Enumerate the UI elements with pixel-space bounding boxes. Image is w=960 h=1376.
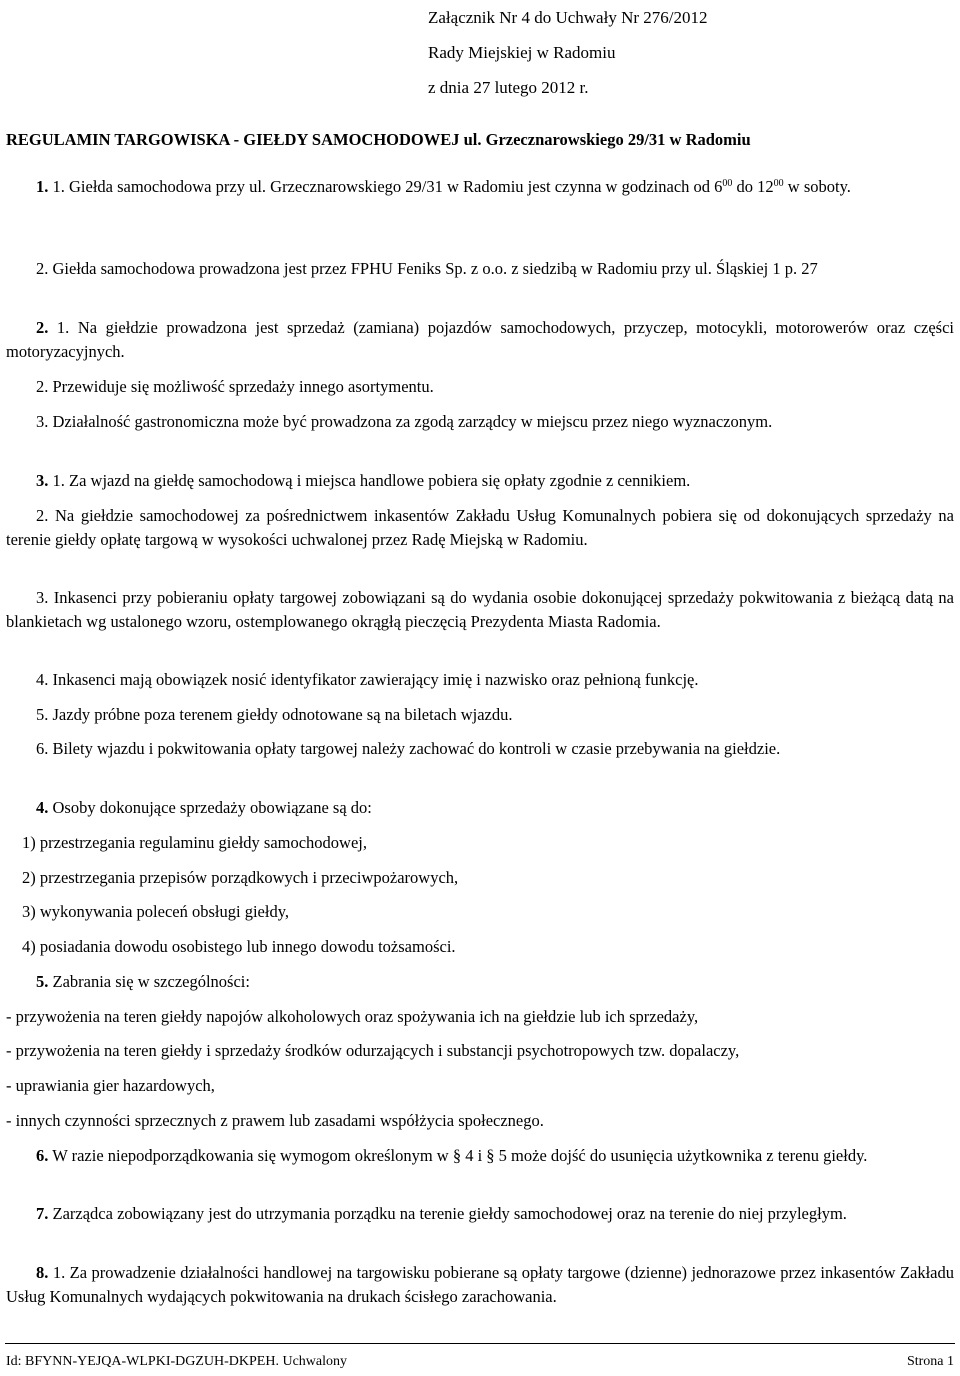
section-4-item: 2) przestrzegania przepisów porządkowych i przeciwpożarowych, (22, 868, 459, 887)
section-2-number: 2. (36, 318, 49, 337)
header-line-3: z dnia 27 lutego 2012 r. (428, 78, 589, 97)
section-3-number: 3. (36, 471, 49, 490)
section-5-number: 5. (36, 972, 49, 991)
section-5-item: - innych czynności sprzecznych z prawem lub zasadami współżycia społecznego. (6, 1111, 544, 1130)
section-2-paragraph-3: 3. Działalność gastronomiczna może być prowadzona za zgodą zarządcy w miejscu przez niego wyznaczonym. (36, 412, 773, 431)
section-8-number: 8. (36, 1263, 49, 1282)
section-8-paragraph: 8. 1. Za prowadzenie działalności handlowej na targowisku pobierane są opłaty targowe (dzienne) jednorazowe przez inkasentów Zakładu Usług Komunalnych wydających pokwitowania na drukach ścisłego zarachowania. (6, 1263, 955, 1306)
section-5-item: - przywożenia na teren giełdy i sprzedaży środków odurzających i substancji psychotropowych tzw. dopalaczy, (6, 1041, 740, 1060)
section-1-number: 1. (36, 177, 49, 196)
section-6-number: 6. (36, 1146, 49, 1165)
section-7-paragraph: 7. Zarządca zobowiązany jest do utrzymania porządku na terenie giełdy samochodowej oraz na terenie do niej przyległym. (36, 1204, 847, 1223)
section-5-item: - przywożenia na teren giełdy napojów alkoholowych oraz spożywania ich na giełdzie lub ich sprzedaży, (6, 1007, 699, 1026)
footer-document-id: Id: BFYNN-YEJQA-WLPKI-DGZUH-DKPEH. Uchwalony (6, 1354, 348, 1369)
attachment-header (428, 0, 707, 105)
section-3-paragraph-4: 4. Inkasenci mają obowiązek nosić identyfikator zawierający imię i nazwisko oraz pełnioną funkcję. (36, 670, 699, 689)
section-3-paragraph-3: 3. Inkasenci przy pobieraniu opłaty targowej zobowiązani są do wydania osobie dokonującej sprzedaży pokwitowania z bieżącą datą na blankietach wg ustalonego wzoru, ostemplowanego okrągłą pieczęcią Prezydenta Miasta Radomia. (6, 588, 954, 631)
section-1-paragraph-2: 2. Giełda samochodowa prowadzona jest przez FPHU Feniks Sp. z o.o. z siedzibą w Radomiu przy ul. Śląskiej 1 p. 27 (36, 259, 818, 278)
header-line-1: Załącznik Nr 4 do Uchwały Nr 276/2012 (428, 8, 708, 27)
section-5-item: - uprawiania gier hazardowych, (6, 1076, 215, 1095)
footer-divider (5, 1343, 955, 1344)
document-title: REGULAMIN TARGOWISKA - GIEŁDY SAMOCHODOWEJ ul. Grzecznarowskiego 29/31 w Radomiu (6, 130, 751, 149)
section-3-paragraph-6: 6. Bilety wjazdu i pokwitowania opłaty targowej należy zachować do kontroli w czasie przebywania na giełdzie. (36, 739, 781, 758)
section-4-item: 1) przestrzegania regulaminu giełdy samochodowej, (22, 833, 368, 852)
section-1-paragraph-1: 1. 1. Giełda samochodowa przy ul. Grzecznarowskiego 29/31 w Radomiu jest czynna w godzinach od $6^{00}$ do $12^{00}$ w soboty. (36, 177, 851, 196)
section-4-item: 4) posiadania dowodu osobistego lub innego dowodu tożsamości. (22, 937, 456, 956)
section-7-number: 7. (36, 1204, 49, 1223)
section-2-paragraph-1: 2. 1. Na giełdzie prowadzona jest sprzedaż (zamiana) pojazdów samochodowych, przyczep, motocykli, motorowerów oraz części motoryzacyjnych. (6, 318, 955, 361)
section-3-paragraph-1: 3. 1. Za wjazd na giełdę samochodową i miejsca handlowe pobiera się opłaty zgodnie z cennikiem. (36, 471, 691, 490)
section-3-paragraph-2: 2. Na giełdzie samochodowej za pośrednictwem inkasentów Zakładu Usług Komunalnych pobiera się od dokonujących sprzedaży na terenie giełdy opłatę targową w wysokości uchwalonej przez Radę Miejską w Radomiu. (6, 506, 954, 549)
section-4-intro: 4. Osoby dokonujące sprzedaży obowiązane są do: (36, 798, 372, 817)
section-5-intro: 5. Zabrania się w szczególności: (36, 972, 250, 991)
section-3-paragraph-5: 5. Jazdy próbne poza terenem giełdy odnotowane są na biletach wjazdu. (36, 705, 513, 724)
footer-page-number: Strona 1 (906, 1354, 954, 1369)
section-2-paragraph-2: 2. Przewiduje się możliwość sprzedaży innego asortymentu. (36, 377, 434, 396)
section-4-item: 3) wykonywania poleceń obsługi giełdy, (22, 902, 289, 921)
header-line-2: Rady Miejskiej w Radomiu (428, 43, 616, 62)
section-4-number: 4. (36, 798, 49, 817)
section-6-paragraph: 6. W razie niepodporządkowania się wymogom określonym w § 4 i § 5 może dojść do usunięcia użytkownika z terenu giełdy. (36, 1146, 868, 1165)
